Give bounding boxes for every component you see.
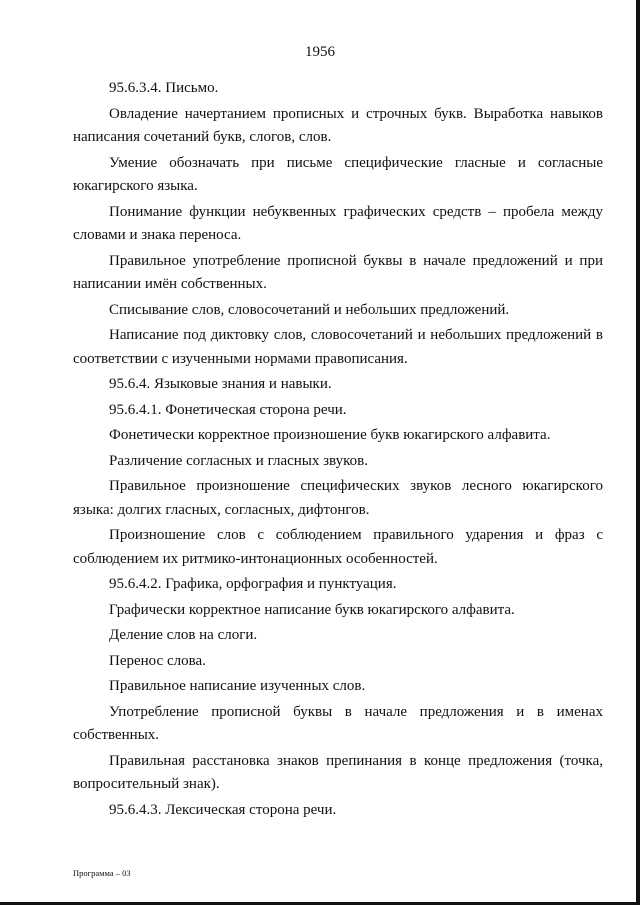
page-footer: Программа – 03 <box>73 868 131 878</box>
paragraph: Овладение начертанием прописных и строчных букв. Выработка навыков написания сочетаний букв, слогов, слов. <box>73 105 603 145</box>
paragraph: Различение согласных и гласных звуков. <box>109 452 368 469</box>
paragraph: Произношение слов с соблюдением правильного ударения и фраз с соблюдением их ритмико-интонационных особенностей. <box>73 527 603 567</box>
paragraph: 95.6.4. Языковые знания и навыки. <box>109 376 332 392</box>
paragraph: Понимание функции небуквенных графических средств – пробела между словами и знака переноса. <box>73 203 603 243</box>
paragraph: Правильное написание изученных слов. <box>109 678 366 694</box>
paragraph: Употребление прописной буквы в начале предложения и в именах собственных. <box>73 703 603 743</box>
paragraph: Правильная расстановка знаков препинания в конце предложения (точка, вопросительный знак). <box>73 752 603 792</box>
paragraph: Деление слов на слоги. <box>109 627 258 643</box>
paragraph: Графически корректное написание букв юкагирского алфавита. <box>109 601 515 618</box>
paragraph: 95.6.3.4. Письмо. <box>109 80 219 96</box>
paragraph: Перенос слова. <box>109 652 206 669</box>
paragraph: Фонетически корректное произношение букв юкагирского алфавита. <box>109 427 551 443</box>
paragraph: 95.6.4.2. Графика, орфография и пунктуация. <box>109 576 397 592</box>
paragraph: Написание под диктовку слов, словосочетаний и небольших предложений в соответствии с изученными нормами правописания. <box>73 327 603 367</box>
paragraph: Правильное употребление прописной буквы в начале предложений и при написании имён собственных. <box>73 252 603 292</box>
page-edge-right <box>636 0 640 905</box>
paragraph: Списывание слов, словосочетаний и небольших предложений. <box>109 301 510 318</box>
paragraph: 95.6.4.3. Лексическая сторона речи. <box>109 801 337 818</box>
document-body <box>73 77 603 824</box>
page-number: 1956 <box>305 44 335 60</box>
paragraph: Умение обозначать при письме специфические гласные и согласные юкагирского языка. <box>73 154 603 194</box>
paragraph: 95.6.4.1. Фонетическая сторона речи. <box>109 401 347 418</box>
paragraph: Правильное произношение специфических звуков лесного юкагирского языка: долгих гласных, согласных, дифтонгов. <box>73 478 603 518</box>
